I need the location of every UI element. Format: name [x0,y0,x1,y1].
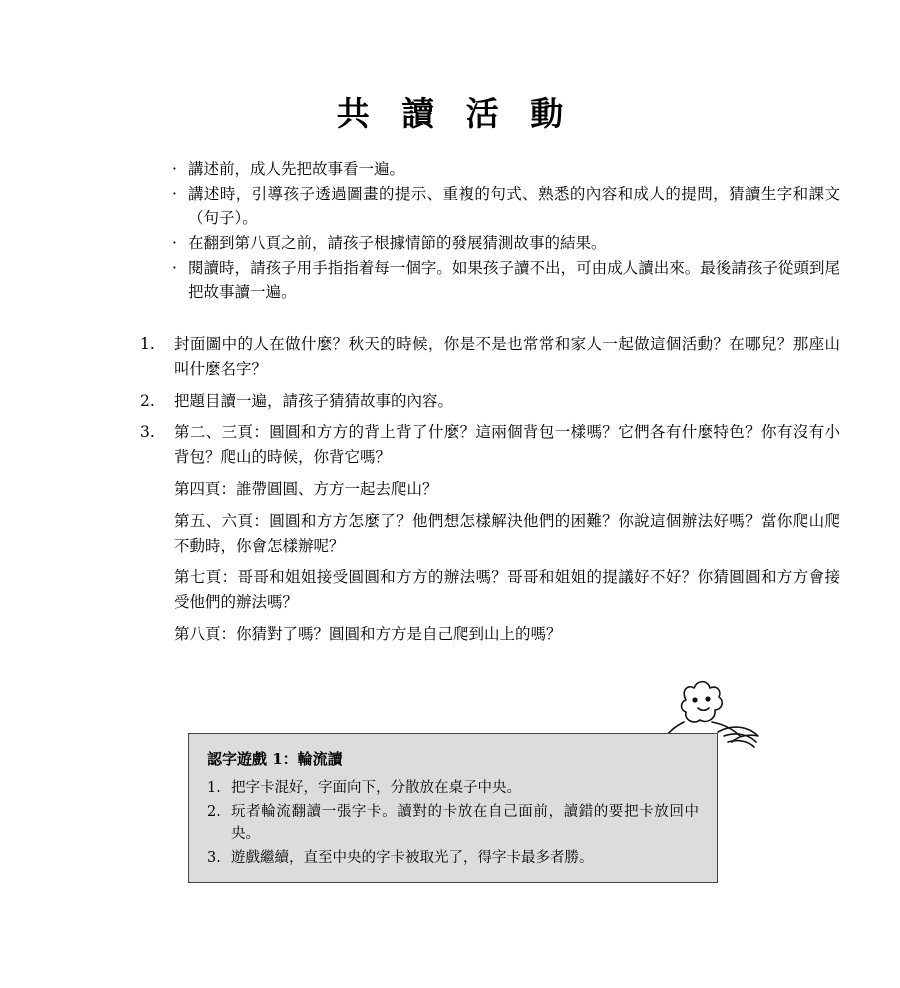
sub-paragraph: 第八頁：你猜對了嗎？圓圓和方方是自己爬到山上的嗎？ [174,625,562,644]
list-item [207,847,699,869]
bullet-dot-icon: · [172,259,177,278]
sub-paragraph: 第七頁：哥哥和姐姐接受圓圓和方方的辦法嗎？哥哥和姐姐的提議好不好？你猜圓圓和方方會接受他們的辦法嗎？ [174,568,840,612]
list-item [140,332,840,382]
bullet-dot-icon: · [172,160,177,178]
item-text: 把題目讀一遍，請孩子猜猜故事的內容。 [174,391,454,410]
bullet-text: 閱讀時，請孩子用手指指着每一個字。如果孩子讀不出，可由成人讀出來。最後請孩子從頭到尾把故事讀一遍。 [188,259,840,302]
list-item [172,256,840,304]
bullet-dot-icon: · [172,185,177,204]
item-number: 1. [207,780,221,797]
list-item [207,801,699,846]
item-text: 遊戲繼續，直至中央的字卡被取光了，得字卡最多者勝。 [231,849,594,866]
list-item [172,231,840,255]
list-item [140,420,840,470]
item-number: 1. [140,335,155,354]
sub-paragraph: 第四頁：誰帶圓圓、方方一起去爬山？ [174,480,438,499]
list-item [207,777,699,799]
item-number: 3. [207,849,221,866]
list-item [172,157,840,181]
sub-paragraph: 第五、六頁：圓圓和方方怎麼了？他們想怎樣解決他們的困難？你說這個辦法好嗎？當你爬山爬不動時，你會怎樣辦呢？ [174,511,840,555]
item-text: 封面圖中的人在做什麼？秋天的時候，你是不是也常常和家人一起做這個活動？在哪兒？那座山叫什麼名字？ [174,335,840,378]
item-text: 第二、三頁：圓圓和方方的背上背了什麼？這兩個背包一樣嗎？它們各有什麼特色？你有沒有小背包？爬山的時候，你背它嗎？ [174,423,840,467]
item-text: 玩者輪流翻讀一張字卡。讀對的卡放在自己面前，讀錯的要把卡放回中央。 [231,803,699,843]
instruction-bullet-list [0,157,900,304]
item-text: 把字卡混好，字面向下，分散放在桌子中央。 [231,780,521,797]
list-item [140,389,840,414]
document-page [0,88,900,988]
item-number: 2. [140,391,155,410]
page-title: 共 讀 活 動 [336,94,574,133]
item-number: 2. [207,803,221,820]
numbered-question-list [140,332,840,647]
bullet-text: 在翻到第八頁之前，請孩子根據情節的發展猜測故事的結果。 [188,234,607,253]
list-item [172,182,840,230]
item-number: 3. [140,423,155,442]
bullet-text: 講述時，引導孩子透過圖畫的提示、重複的句式、熟悉的內容和成人的提問，猜讀生字和課文（句子）。 [188,185,840,228]
bullet-dot-icon: · [172,234,177,253]
game-step-list [207,777,699,869]
bullet-text: 講述前，成人先把故事看一遍。 [188,160,406,178]
game-box [188,733,718,883]
game-title: 認字遊戲 1：輪流讀 [207,750,343,768]
